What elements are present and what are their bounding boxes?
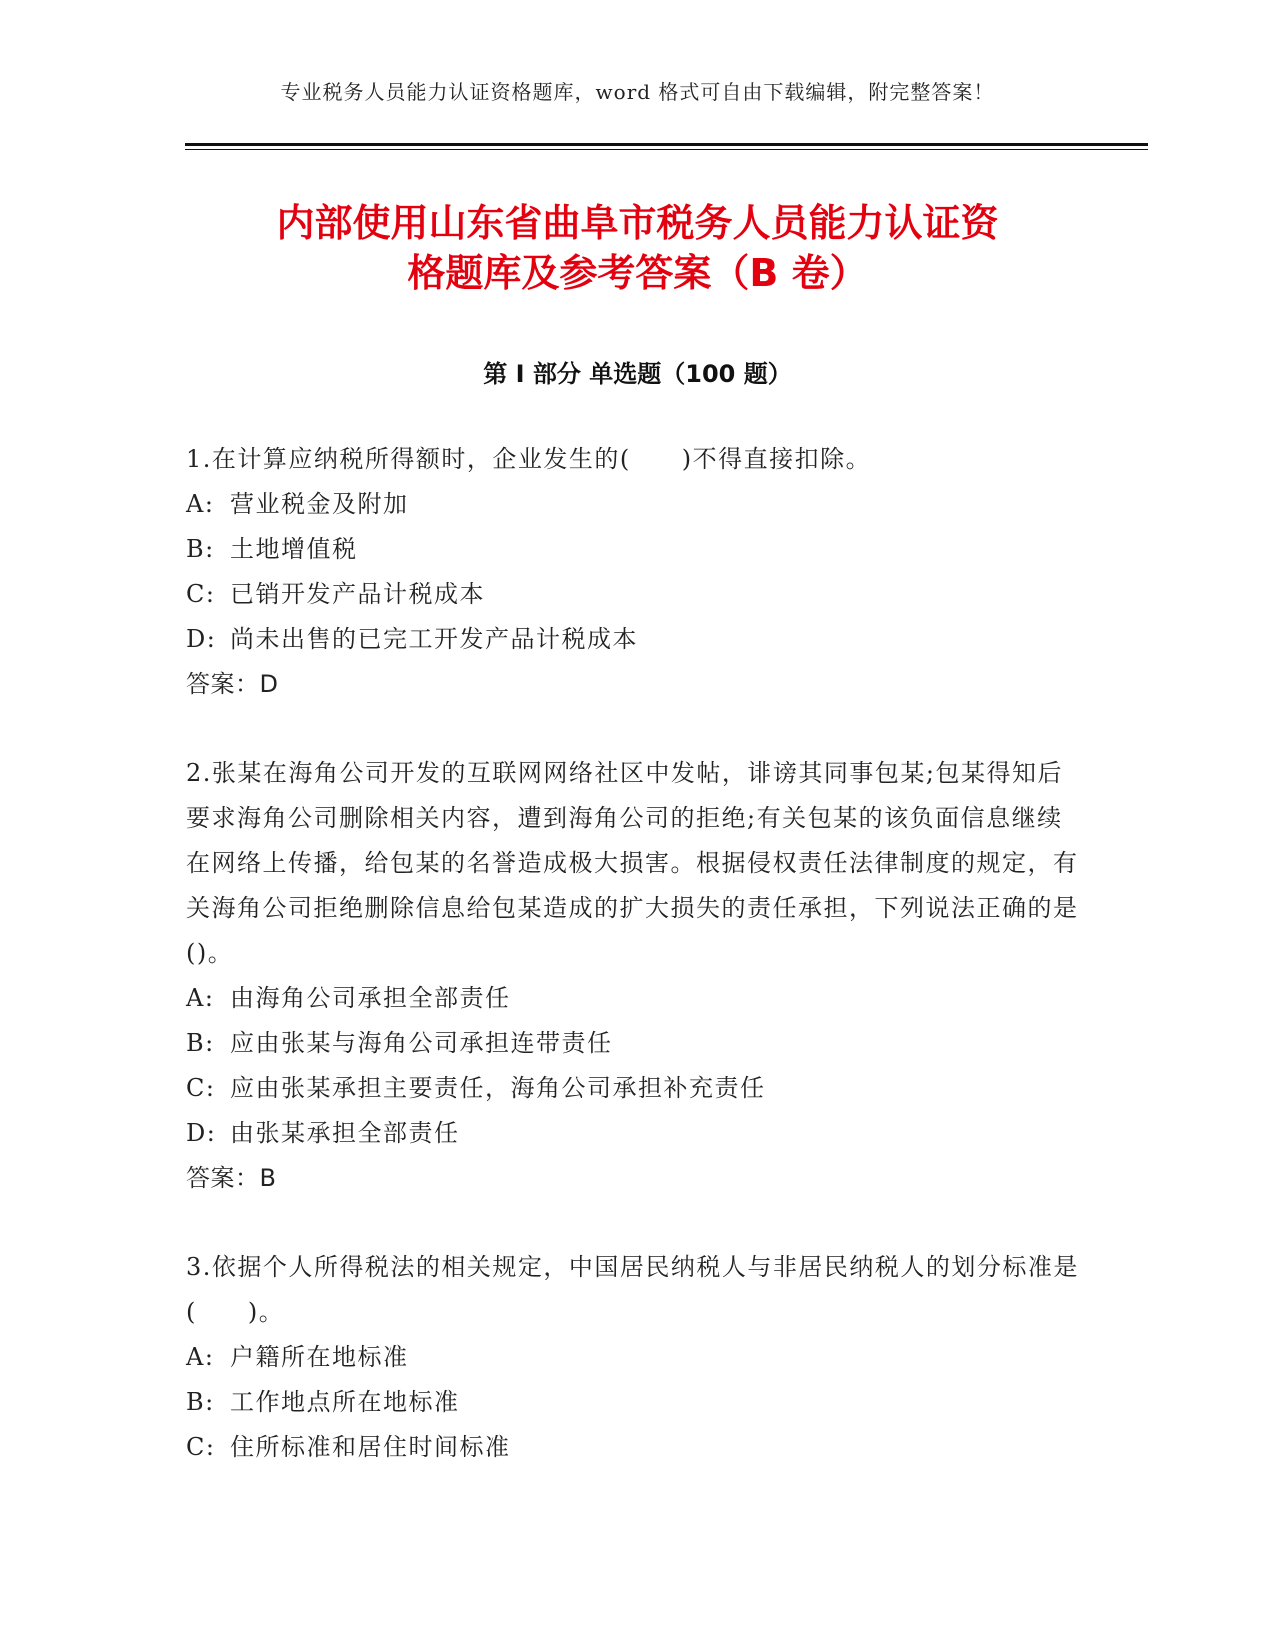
option-text: 工作地点所在地标准	[230, 1388, 460, 1416]
question-3	[186, 1245, 1086, 1470]
option-text: 由张某承担全部责任	[230, 1119, 460, 1147]
section-title: 第 I 部分 单选题（100 题）	[483, 360, 792, 388]
answer: 答案：D	[186, 670, 279, 698]
option-d	[186, 1111, 1086, 1156]
header-rule-thin	[185, 149, 1148, 150]
question-stem: 3.依据个人所得税法的相关规定，中国居民纳税人与非居民纳税人的划分标准是( )。	[186, 1253, 1079, 1326]
option-a	[186, 482, 1086, 527]
option-c	[186, 1066, 1086, 1111]
option-text: 由海角公司承担全部责任	[230, 984, 511, 1012]
option-text: 尚未出售的已完工开发产品计税成本	[230, 625, 638, 653]
option-letter: A:	[186, 490, 215, 518]
option-letter: C:	[186, 580, 216, 608]
option-c	[186, 1425, 1086, 1470]
option-text: 已销开发产品计税成本	[230, 580, 485, 608]
option-a	[186, 976, 1086, 1021]
option-a	[186, 1335, 1086, 1380]
option-text: 营业税金及附加	[230, 490, 409, 518]
option-c	[186, 572, 1086, 617]
document-title-line-2: 格题库及参考答案（B 卷）	[407, 251, 868, 295]
option-letter: A:	[186, 1343, 215, 1371]
answer: 答案：B	[186, 1164, 277, 1192]
option-letter: C:	[186, 1433, 216, 1461]
option-d	[186, 617, 1086, 662]
option-letter: B:	[186, 1388, 215, 1416]
question-2	[186, 751, 1086, 1201]
option-letter: D:	[186, 1119, 217, 1147]
option-text: 户籍所在地标准	[230, 1343, 409, 1371]
option-b	[186, 1380, 1086, 1425]
option-text: 应由张某承担主要责任，海角公司承担补充责任	[230, 1074, 766, 1102]
document-title-line-1: 内部使用山东省曲阜市税务人员能力认证资	[276, 201, 999, 245]
option-letter: B:	[186, 535, 215, 563]
option-letter: A:	[186, 984, 215, 1012]
option-b	[186, 527, 1086, 572]
option-text: 应由张某与海角公司承担连带责任	[230, 1029, 613, 1057]
question-stem: 2.张某在海角公司开发的互联网网络社区中发帖，诽谤其同事包某;包某得知后要求海角公司删除相关内容，遭到海角公司的拒绝;有关包某的该负面信息继续在网络上传播，给包某的名誉造成极大损害。根据侵权责任法律制度的规定，有关海角公司拒绝删除信息给包某造成的扩大损失的责任承担，下列说法正确的是()。	[186, 759, 1079, 967]
header-note: 专业税务人员能力认证资格题库，word 格式可自由下载编辑，附完整答案！	[280, 80, 995, 104]
option-text: 土地增值税	[230, 535, 358, 563]
document-title	[0, 198, 1275, 298]
option-b	[186, 1021, 1086, 1066]
option-letter: C:	[186, 1074, 216, 1102]
question-1	[186, 437, 1086, 707]
option-text: 住所标准和居住时间标准	[230, 1433, 511, 1461]
option-letter: D:	[186, 625, 217, 653]
header-rule-thick	[185, 143, 1148, 146]
option-letter: B:	[186, 1029, 215, 1057]
question-list	[186, 437, 1086, 1470]
question-stem: 1.在计算应纳税所得额时，企业发生的( )不得直接扣除。	[186, 445, 872, 473]
